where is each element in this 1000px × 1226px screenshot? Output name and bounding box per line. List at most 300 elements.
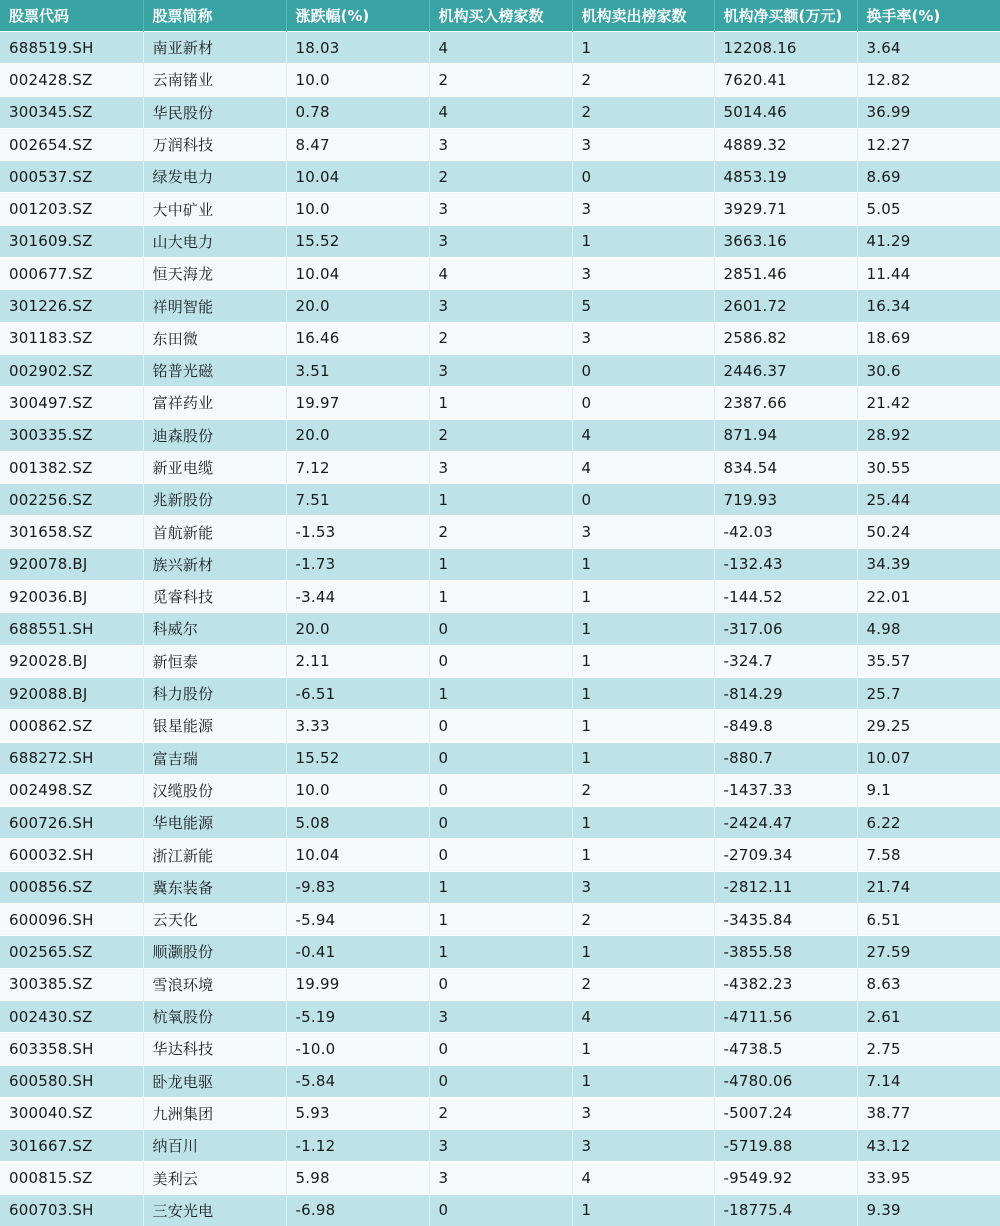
change-pct-cell: 20.0 (286, 613, 429, 645)
table-row[interactable] (0, 968, 1000, 1000)
turnover-rate-cell: 35.57 (857, 645, 1000, 677)
table-row[interactable] (0, 807, 1000, 839)
inst-sell-count-cell: 1 (572, 548, 714, 580)
inst-buy-count-cell: 0 (429, 774, 572, 806)
inst-sell-count-cell: 1 (572, 613, 714, 645)
stock-code-cell: 920088.BJ (0, 677, 143, 709)
stock-code-cell: 301183.SZ (0, 322, 143, 354)
turnover-rate-cell: 28.92 (857, 419, 1000, 451)
stock-name-cell: 族兴新材 (143, 548, 286, 580)
stock-code-cell: 300497.SZ (0, 387, 143, 419)
inst-sell-count-cell: 2 (572, 968, 714, 1000)
inst-net-buy-cell: -2424.47 (714, 807, 857, 839)
stock-name-cell: 觅睿科技 (143, 581, 286, 613)
stock-code-cell: 603358.SH (0, 1033, 143, 1065)
inst-net-buy-cell: -3435.84 (714, 904, 857, 936)
inst-buy-count-cell: 0 (429, 1194, 572, 1226)
table-row[interactable] (0, 225, 1000, 257)
stock-name-cell: 富吉瑞 (143, 742, 286, 774)
turnover-rate-cell: 33.95 (857, 1162, 1000, 1194)
stock-name-cell: 铭普光磁 (143, 354, 286, 386)
turnover-rate-cell: 4.98 (857, 613, 1000, 645)
change-pct-cell: -9.83 (286, 871, 429, 903)
header-row (0, 0, 1000, 32)
change-pct-cell: -6.98 (286, 1194, 429, 1226)
inst-net-buy-cell: -1437.33 (714, 774, 857, 806)
inst-buy-count-cell: 3 (429, 1130, 572, 1162)
inst-buy-count-cell: 1 (429, 677, 572, 709)
inst-sell-count-cell: 3 (572, 1130, 714, 1162)
stock-code-cell: 002428.SZ (0, 64, 143, 96)
stock-code-cell: 301226.SZ (0, 290, 143, 322)
turnover-rate-cell: 36.99 (857, 96, 1000, 128)
stock-name-cell: 富祥药业 (143, 387, 286, 419)
stock-name-cell: 杭氧股份 (143, 1000, 286, 1032)
inst-buy-count-cell: 0 (429, 742, 572, 774)
change-pct-cell: 2.11 (286, 645, 429, 677)
turnover-rate-cell: 25.44 (857, 484, 1000, 516)
inst-buy-count-cell: 0 (429, 710, 572, 742)
change-pct-cell: 20.0 (286, 419, 429, 451)
stock-name-cell: 科威尔 (143, 613, 286, 645)
turnover-rate-cell: 34.39 (857, 548, 1000, 580)
turnover-rate-cell: 30.6 (857, 354, 1000, 386)
inst-net-buy-cell: -144.52 (714, 581, 857, 613)
turnover-rate-cell: 10.07 (857, 742, 1000, 774)
stock-code-cell: 600032.SH (0, 839, 143, 871)
table-row[interactable] (0, 419, 1000, 451)
stock-code-cell: 001203.SZ (0, 193, 143, 225)
stock-name-cell: 新亚电缆 (143, 451, 286, 483)
inst-buy-count-cell: 1 (429, 484, 572, 516)
table-row[interactable] (0, 774, 1000, 806)
inst-sell-count-cell: 4 (572, 451, 714, 483)
stock-code-cell: 300335.SZ (0, 419, 143, 451)
inst-buy-count-cell: 1 (429, 871, 572, 903)
column-header-inst-buy-count[interactable]: 机构买入榜家数 (429, 0, 572, 32)
turnover-rate-cell: 27.59 (857, 936, 1000, 968)
inst-buy-count-cell: 1 (429, 387, 572, 419)
inst-buy-count-cell: 2 (429, 516, 572, 548)
stock-code-cell: 002654.SZ (0, 128, 143, 160)
stock-code-cell: 000862.SZ (0, 710, 143, 742)
inst-sell-count-cell: 4 (572, 1000, 714, 1032)
inst-buy-count-cell: 1 (429, 548, 572, 580)
stock-name-cell: 绿发电力 (143, 161, 286, 193)
stock-code-cell: 600096.SH (0, 904, 143, 936)
inst-sell-count-cell: 1 (572, 1065, 714, 1097)
stock-code-cell: 688272.SH (0, 742, 143, 774)
turnover-rate-cell: 7.14 (857, 1065, 1000, 1097)
stock-name-cell: 兆新股份 (143, 484, 286, 516)
inst-net-buy-cell: 2851.46 (714, 258, 857, 290)
stock-name-cell: 云天化 (143, 904, 286, 936)
stock-code-cell: 301658.SZ (0, 516, 143, 548)
stock-code-cell: 688551.SH (0, 613, 143, 645)
stock-code-cell: 920078.BJ (0, 548, 143, 580)
inst-sell-count-cell: 1 (572, 710, 714, 742)
inst-buy-count-cell: 1 (429, 904, 572, 936)
table-row[interactable] (0, 290, 1000, 322)
inst-buy-count-cell: 0 (429, 1033, 572, 1065)
inst-sell-count-cell: 4 (572, 419, 714, 451)
table-row[interactable] (0, 96, 1000, 128)
stock-name-cell: 三安光电 (143, 1194, 286, 1226)
inst-buy-count-cell: 2 (429, 419, 572, 451)
change-pct-cell: 8.47 (286, 128, 429, 160)
change-pct-cell: 15.52 (286, 225, 429, 257)
inst-buy-count-cell: 1 (429, 936, 572, 968)
column-header-stock-name[interactable]: 股票简称 (143, 0, 286, 32)
inst-net-buy-cell: 7620.41 (714, 64, 857, 96)
turnover-rate-cell: 5.05 (857, 193, 1000, 225)
inst-sell-count-cell: 1 (572, 225, 714, 257)
table-row[interactable] (0, 1162, 1000, 1194)
stock-name-cell: 东田微 (143, 322, 286, 354)
inst-sell-count-cell: 0 (572, 161, 714, 193)
inst-buy-count-cell: 0 (429, 839, 572, 871)
table-row[interactable] (0, 1033, 1000, 1065)
stock-code-cell: 600703.SH (0, 1194, 143, 1226)
inst-net-buy-cell: -18775.4 (714, 1194, 857, 1226)
inst-buy-count-cell: 2 (429, 1097, 572, 1129)
turnover-rate-cell: 29.25 (857, 710, 1000, 742)
stock-code-cell: 000677.SZ (0, 258, 143, 290)
inst-net-buy-cell: -317.06 (714, 613, 857, 645)
stock-name-cell: 万润科技 (143, 128, 286, 160)
table-row[interactable] (0, 258, 1000, 290)
inst-net-buy-cell: -42.03 (714, 516, 857, 548)
turnover-rate-cell: 11.44 (857, 258, 1000, 290)
change-pct-cell: -5.19 (286, 1000, 429, 1032)
inst-sell-count-cell: 2 (572, 904, 714, 936)
change-pct-cell: 5.98 (286, 1162, 429, 1194)
stock-name-cell: 美利云 (143, 1162, 286, 1194)
stock-code-cell: 300385.SZ (0, 968, 143, 1000)
inst-buy-count-cell: 2 (429, 64, 572, 96)
table-row[interactable] (0, 387, 1000, 419)
turnover-rate-cell: 25.7 (857, 677, 1000, 709)
stock-code-cell: 002565.SZ (0, 936, 143, 968)
stock-name-cell: 华达科技 (143, 1033, 286, 1065)
inst-net-buy-cell: 3663.16 (714, 225, 857, 257)
stock-name-cell: 祥明智能 (143, 290, 286, 322)
inst-sell-count-cell: 2 (572, 64, 714, 96)
inst-buy-count-cell: 3 (429, 290, 572, 322)
table-body (0, 32, 1000, 1226)
inst-buy-count-cell: 4 (429, 96, 572, 128)
change-pct-cell: 15.52 (286, 742, 429, 774)
inst-buy-count-cell: 0 (429, 968, 572, 1000)
stock-code-cell: 002256.SZ (0, 484, 143, 516)
table-row[interactable] (0, 742, 1000, 774)
inst-net-buy-cell: 2387.66 (714, 387, 857, 419)
inst-buy-count-cell: 3 (429, 1162, 572, 1194)
inst-sell-count-cell: 3 (572, 516, 714, 548)
table-row[interactable] (0, 710, 1000, 742)
change-pct-cell: 3.51 (286, 354, 429, 386)
inst-sell-count-cell: 1 (572, 581, 714, 613)
table-row[interactable] (0, 1097, 1000, 1129)
inst-sell-count-cell: 1 (572, 1194, 714, 1226)
stock-code-cell: 001382.SZ (0, 451, 143, 483)
inst-net-buy-cell: -5719.88 (714, 1130, 857, 1162)
change-pct-cell: 7.12 (286, 451, 429, 483)
column-header-stock-code[interactable]: 股票代码 (0, 0, 143, 32)
table-row[interactable] (0, 128, 1000, 160)
turnover-rate-cell: 8.63 (857, 968, 1000, 1000)
stock-name-cell: 首航新能 (143, 516, 286, 548)
change-pct-cell: -3.44 (286, 581, 429, 613)
turnover-rate-cell: 30.55 (857, 451, 1000, 483)
inst-sell-count-cell: 1 (572, 839, 714, 871)
stock-name-cell: 银星能源 (143, 710, 286, 742)
inst-buy-count-cell: 0 (429, 807, 572, 839)
table-row[interactable] (0, 936, 1000, 968)
table-row[interactable] (0, 354, 1000, 386)
turnover-rate-cell: 22.01 (857, 581, 1000, 613)
stock-name-cell: 顺灏股份 (143, 936, 286, 968)
table-row[interactable] (0, 451, 1000, 483)
inst-net-buy-cell: 4889.32 (714, 128, 857, 160)
inst-net-buy-cell: -5007.24 (714, 1097, 857, 1129)
table-row[interactable] (0, 1194, 1000, 1226)
stock-code-cell: 920036.BJ (0, 581, 143, 613)
inst-net-buy-cell: 5014.46 (714, 96, 857, 128)
table-header (0, 0, 1000, 32)
inst-sell-count-cell: 3 (572, 128, 714, 160)
inst-buy-count-cell: 3 (429, 451, 572, 483)
inst-sell-count-cell: 0 (572, 387, 714, 419)
inst-net-buy-cell: -4738.5 (714, 1033, 857, 1065)
inst-sell-count-cell: 3 (572, 193, 714, 225)
inst-buy-count-cell: 3 (429, 354, 572, 386)
change-pct-cell: -6.51 (286, 677, 429, 709)
turnover-rate-cell: 21.74 (857, 871, 1000, 903)
inst-sell-count-cell: 1 (572, 677, 714, 709)
inst-buy-count-cell: 2 (429, 161, 572, 193)
turnover-rate-cell: 43.12 (857, 1130, 1000, 1162)
inst-buy-count-cell: 3 (429, 225, 572, 257)
turnover-rate-cell: 3.64 (857, 32, 1000, 64)
stock-code-cell: 600726.SH (0, 807, 143, 839)
table-row[interactable] (0, 322, 1000, 354)
table-row[interactable] (0, 193, 1000, 225)
inst-net-buy-cell: -880.7 (714, 742, 857, 774)
inst-sell-count-cell: 3 (572, 871, 714, 903)
stock-code-cell: 600580.SH (0, 1065, 143, 1097)
inst-net-buy-cell: 2446.37 (714, 354, 857, 386)
turnover-rate-cell: 41.29 (857, 225, 1000, 257)
inst-sell-count-cell: 0 (572, 354, 714, 386)
change-pct-cell: -1.73 (286, 548, 429, 580)
inst-sell-count-cell: 1 (572, 645, 714, 677)
inst-buy-count-cell: 3 (429, 193, 572, 225)
change-pct-cell: 18.03 (286, 32, 429, 64)
stock-name-cell: 华民股份 (143, 96, 286, 128)
inst-net-buy-cell: 3929.71 (714, 193, 857, 225)
turnover-rate-cell: 38.77 (857, 1097, 1000, 1129)
stock-code-cell: 000856.SZ (0, 871, 143, 903)
inst-sell-count-cell: 0 (572, 484, 714, 516)
inst-net-buy-cell: 834.54 (714, 451, 857, 483)
inst-sell-count-cell: 1 (572, 32, 714, 64)
stock-name-cell: 冀东装备 (143, 871, 286, 903)
inst-net-buy-cell: 2601.72 (714, 290, 857, 322)
table-row[interactable] (0, 645, 1000, 677)
change-pct-cell: -10.0 (286, 1033, 429, 1065)
change-pct-cell: 10.04 (286, 839, 429, 871)
turnover-rate-cell: 6.51 (857, 904, 1000, 936)
inst-net-buy-cell: -4382.23 (714, 968, 857, 1000)
table-row[interactable] (0, 516, 1000, 548)
stock-code-cell: 301667.SZ (0, 1130, 143, 1162)
table-row[interactable] (0, 32, 1000, 64)
table-row[interactable] (0, 839, 1000, 871)
turnover-rate-cell: 9.39 (857, 1194, 1000, 1226)
inst-buy-count-cell: 2 (429, 322, 572, 354)
inst-net-buy-cell: -849.8 (714, 710, 857, 742)
turnover-rate-cell: 2.75 (857, 1033, 1000, 1065)
column-header-inst-net-buy[interactable]: 机构净买额(万元) (714, 0, 857, 32)
inst-buy-count-cell: 1 (429, 581, 572, 613)
inst-buy-count-cell: 3 (429, 128, 572, 160)
table-row[interactable] (0, 64, 1000, 96)
change-pct-cell: 20.0 (286, 290, 429, 322)
turnover-rate-cell: 8.69 (857, 161, 1000, 193)
turnover-rate-cell: 7.58 (857, 839, 1000, 871)
table-row[interactable] (0, 871, 1000, 903)
change-pct-cell: -0.41 (286, 936, 429, 968)
column-header-inst-sell-count[interactable]: 机构卖出榜家数 (572, 0, 714, 32)
table-row[interactable] (0, 484, 1000, 516)
stock-code-cell: 000815.SZ (0, 1162, 143, 1194)
turnover-rate-cell: 2.61 (857, 1000, 1000, 1032)
inst-net-buy-cell: -3855.58 (714, 936, 857, 968)
inst-net-buy-cell: -4711.56 (714, 1000, 857, 1032)
inst-sell-count-cell: 2 (572, 774, 714, 806)
inst-buy-count-cell: 0 (429, 1065, 572, 1097)
turnover-rate-cell: 6.22 (857, 807, 1000, 839)
stock-name-cell: 南亚新材 (143, 32, 286, 64)
stock-code-cell: 002498.SZ (0, 774, 143, 806)
change-pct-cell: -1.53 (286, 516, 429, 548)
change-pct-cell: 3.33 (286, 710, 429, 742)
stock-name-cell: 卧龙电驱 (143, 1065, 286, 1097)
change-pct-cell: -5.84 (286, 1065, 429, 1097)
inst-net-buy-cell: 719.93 (714, 484, 857, 516)
change-pct-cell: 19.97 (286, 387, 429, 419)
stock-name-cell: 山大电力 (143, 225, 286, 257)
inst-net-buy-cell: 871.94 (714, 419, 857, 451)
turnover-rate-cell: 12.27 (857, 128, 1000, 160)
table-row[interactable] (0, 1000, 1000, 1032)
stock-name-cell: 纳百川 (143, 1130, 286, 1162)
stock-name-cell: 汉缆股份 (143, 774, 286, 806)
stock-code-cell: 301609.SZ (0, 225, 143, 257)
stock-code-cell: 300040.SZ (0, 1097, 143, 1129)
table-row[interactable] (0, 677, 1000, 709)
inst-buy-count-cell: 4 (429, 258, 572, 290)
inst-net-buy-cell: -9549.92 (714, 1162, 857, 1194)
change-pct-cell: 10.0 (286, 193, 429, 225)
inst-buy-count-cell: 0 (429, 613, 572, 645)
change-pct-cell: 0.78 (286, 96, 429, 128)
change-pct-cell: 16.46 (286, 322, 429, 354)
table-row[interactable] (0, 904, 1000, 936)
inst-sell-count-cell: 3 (572, 322, 714, 354)
inst-net-buy-cell: -4780.06 (714, 1065, 857, 1097)
change-pct-cell: 10.0 (286, 64, 429, 96)
table-row[interactable] (0, 1130, 1000, 1162)
inst-net-buy-cell: 12208.16 (714, 32, 857, 64)
stock-name-cell: 新恒泰 (143, 645, 286, 677)
change-pct-cell: 10.04 (286, 258, 429, 290)
inst-sell-count-cell: 3 (572, 1097, 714, 1129)
stock-name-cell: 迪森股份 (143, 419, 286, 451)
inst-sell-count-cell: 5 (572, 290, 714, 322)
table-row[interactable] (0, 613, 1000, 645)
table-row[interactable] (0, 161, 1000, 193)
stock-name-cell: 云南锗业 (143, 64, 286, 96)
inst-sell-count-cell: 1 (572, 807, 714, 839)
inst-net-buy-cell: -324.7 (714, 645, 857, 677)
stock-name-cell: 华电能源 (143, 807, 286, 839)
stock-name-cell: 雪浪环境 (143, 968, 286, 1000)
stock-name-cell: 恒天海龙 (143, 258, 286, 290)
change-pct-cell: 10.0 (286, 774, 429, 806)
stock-name-cell: 科力股份 (143, 677, 286, 709)
inst-sell-count-cell: 2 (572, 96, 714, 128)
inst-net-buy-cell: -2812.11 (714, 871, 857, 903)
stock-code-cell: 000537.SZ (0, 161, 143, 193)
column-header-turnover-rate[interactable]: 换手率(%) (857, 0, 1000, 32)
stock-code-cell: 300345.SZ (0, 96, 143, 128)
stock-code-cell: 688519.SH (0, 32, 143, 64)
inst-net-buy-cell: -132.43 (714, 548, 857, 580)
table-row[interactable] (0, 548, 1000, 580)
inst-sell-count-cell: 1 (572, 1033, 714, 1065)
table-row[interactable] (0, 1065, 1000, 1097)
change-pct-cell: 5.93 (286, 1097, 429, 1129)
inst-sell-count-cell: 4 (572, 1162, 714, 1194)
change-pct-cell: -1.12 (286, 1130, 429, 1162)
change-pct-cell: 10.04 (286, 161, 429, 193)
turnover-rate-cell: 9.1 (857, 774, 1000, 806)
inst-buy-count-cell: 3 (429, 1000, 572, 1032)
turnover-rate-cell: 50.24 (857, 516, 1000, 548)
change-pct-cell: 5.08 (286, 807, 429, 839)
inst-net-buy-cell: 4853.19 (714, 161, 857, 193)
turnover-rate-cell: 21.42 (857, 387, 1000, 419)
inst-net-buy-cell: -2709.34 (714, 839, 857, 871)
turnover-rate-cell: 12.82 (857, 64, 1000, 96)
turnover-rate-cell: 18.69 (857, 322, 1000, 354)
stock-name-cell: 九洲集团 (143, 1097, 286, 1129)
stock-name-cell: 大中矿业 (143, 193, 286, 225)
table-row[interactable] (0, 581, 1000, 613)
inst-net-buy-cell: 2586.82 (714, 322, 857, 354)
change-pct-cell: -5.94 (286, 904, 429, 936)
column-header-change-pct[interactable]: 涨跌幅(%) (286, 0, 429, 32)
inst-buy-count-cell: 4 (429, 32, 572, 64)
stock-name-cell: 浙江新能 (143, 839, 286, 871)
inst-sell-count-cell: 1 (572, 742, 714, 774)
inst-sell-count-cell: 1 (572, 936, 714, 968)
change-pct-cell: 7.51 (286, 484, 429, 516)
turnover-rate-cell: 16.34 (857, 290, 1000, 322)
stock-code-cell: 002902.SZ (0, 354, 143, 386)
